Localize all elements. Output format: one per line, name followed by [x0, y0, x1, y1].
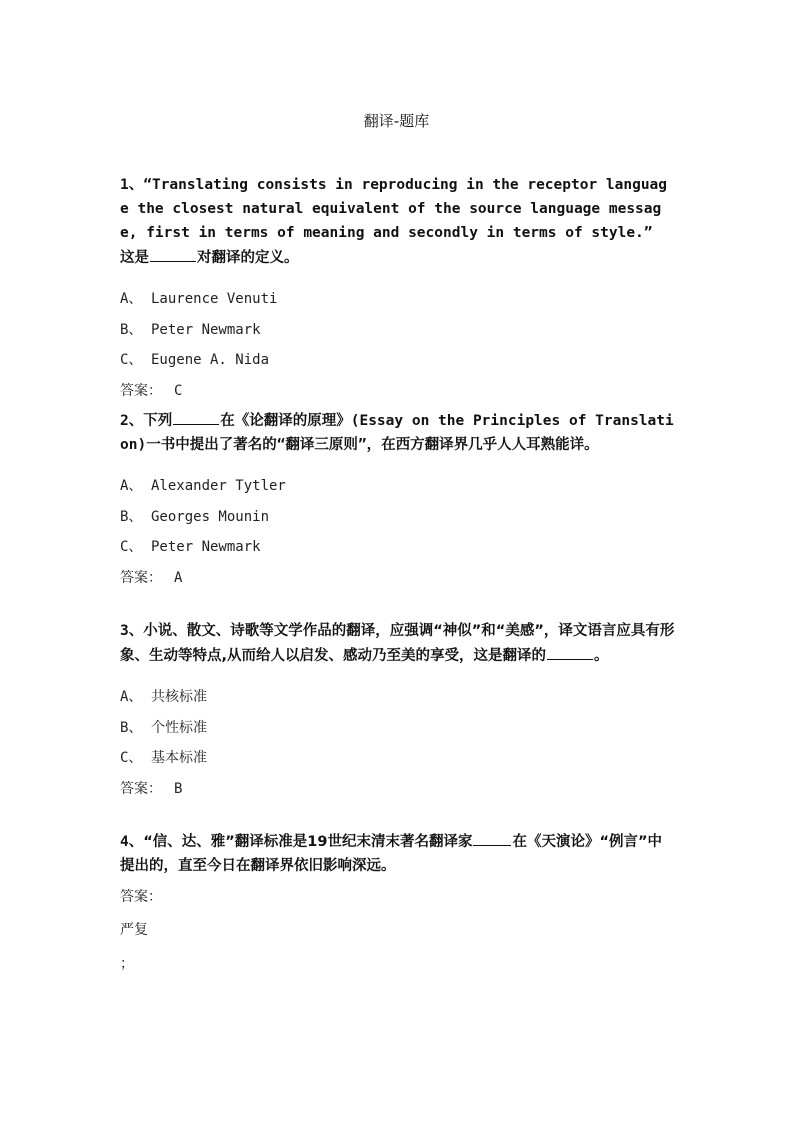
answer-label: 答案： — [120, 382, 162, 399]
answer-label: 答案： — [120, 780, 162, 797]
question-text — [120, 619, 675, 668]
option-label: B、 — [120, 719, 143, 736]
question-text-part: “信、达、雅”翻译标准是19世纪末清末著名翻译家 — [143, 834, 473, 850]
answer-blank — [473, 829, 511, 846]
question-number: 3、 — [120, 623, 144, 639]
option-label: C、 — [120, 352, 143, 368]
option-a — [120, 682, 675, 713]
answer-blank — [150, 245, 196, 262]
option-text: 个性标准 — [151, 719, 207, 736]
question-3 — [120, 619, 675, 804]
question-text-part: 。 — [594, 648, 609, 664]
option-label: B、 — [120, 508, 143, 525]
answer-value: 严复 — [120, 922, 148, 938]
option-text: Alexander Tytler — [151, 478, 286, 494]
document-title: 翻译-题库 — [363, 112, 430, 130]
option-text: Peter Newmark — [151, 321, 261, 338]
answer-value: B — [174, 780, 183, 797]
question-text — [120, 829, 675, 878]
option-b — [120, 315, 675, 346]
question-number: 1、 — [120, 177, 144, 193]
answer-label: 答案： — [120, 569, 162, 586]
answer-value: C — [174, 382, 183, 399]
answer-line — [120, 376, 675, 406]
answer-line — [120, 563, 675, 593]
question-2 — [120, 408, 675, 593]
option-text: Peter Newmark — [151, 539, 261, 555]
question-text-part: 在《天演论》“例言”中提出的，直至今日在翻译界依旧影响深远。 — [120, 834, 663, 874]
option-a — [120, 284, 675, 315]
question-1 — [120, 173, 675, 406]
trailing-punctuation: ； — [120, 956, 134, 972]
option-label: C、 — [120, 539, 143, 555]
option-c — [120, 743, 675, 774]
option-label: C、 — [120, 750, 143, 766]
question-text — [120, 173, 675, 270]
answer-line — [120, 774, 675, 804]
option-b — [120, 713, 675, 744]
answer-label: 答案： — [120, 889, 162, 905]
option-text: Eugene A. Nida — [151, 352, 270, 368]
option-text: Laurence Venuti — [151, 291, 278, 307]
question-number: 4、 — [120, 834, 144, 850]
option-label: B、 — [120, 321, 143, 338]
option-label: A、 — [120, 478, 143, 494]
question-text-part: 对翻译的定义。 — [197, 250, 299, 266]
option-label: A、 — [120, 689, 143, 705]
option-text: 共核标准 — [151, 689, 207, 705]
answer-blank — [173, 408, 219, 425]
question-text — [120, 408, 675, 457]
option-text: Georges Mounin — [151, 508, 270, 525]
option-text: 基本标准 — [151, 750, 207, 766]
question-4 — [120, 829, 675, 878]
option-b — [120, 502, 675, 533]
question-text-part: 在《论翻译的原理》(Essay on the Principles of Translation)一书中提出了著名的“翻译三原则”，在西方翻译界几乎人人耳熟能详。 — [120, 413, 674, 453]
option-c — [120, 532, 675, 563]
option-a — [120, 471, 675, 502]
question-text-part: 小说、散文、诗歌等文学作品的翻译，应强调“神似”和“美感”，译文语言应具有形象、生动等特点,从而给人以启发、感动乃至美的享受，这是翻译的 — [120, 623, 675, 664]
option-label: A、 — [120, 291, 143, 307]
question-text-part: 下列 — [143, 413, 173, 429]
answer-value: A — [174, 569, 183, 586]
answer-blank — [547, 643, 593, 660]
question-number: 2、 — [120, 413, 144, 429]
option-c — [120, 345, 675, 376]
question-text-part: “Translating consists in reproducing in the receptor language the closest natural equivalent of the source language message, first in terms of meaning and secondly in terms of style.” 这是 — [120, 177, 668, 266]
